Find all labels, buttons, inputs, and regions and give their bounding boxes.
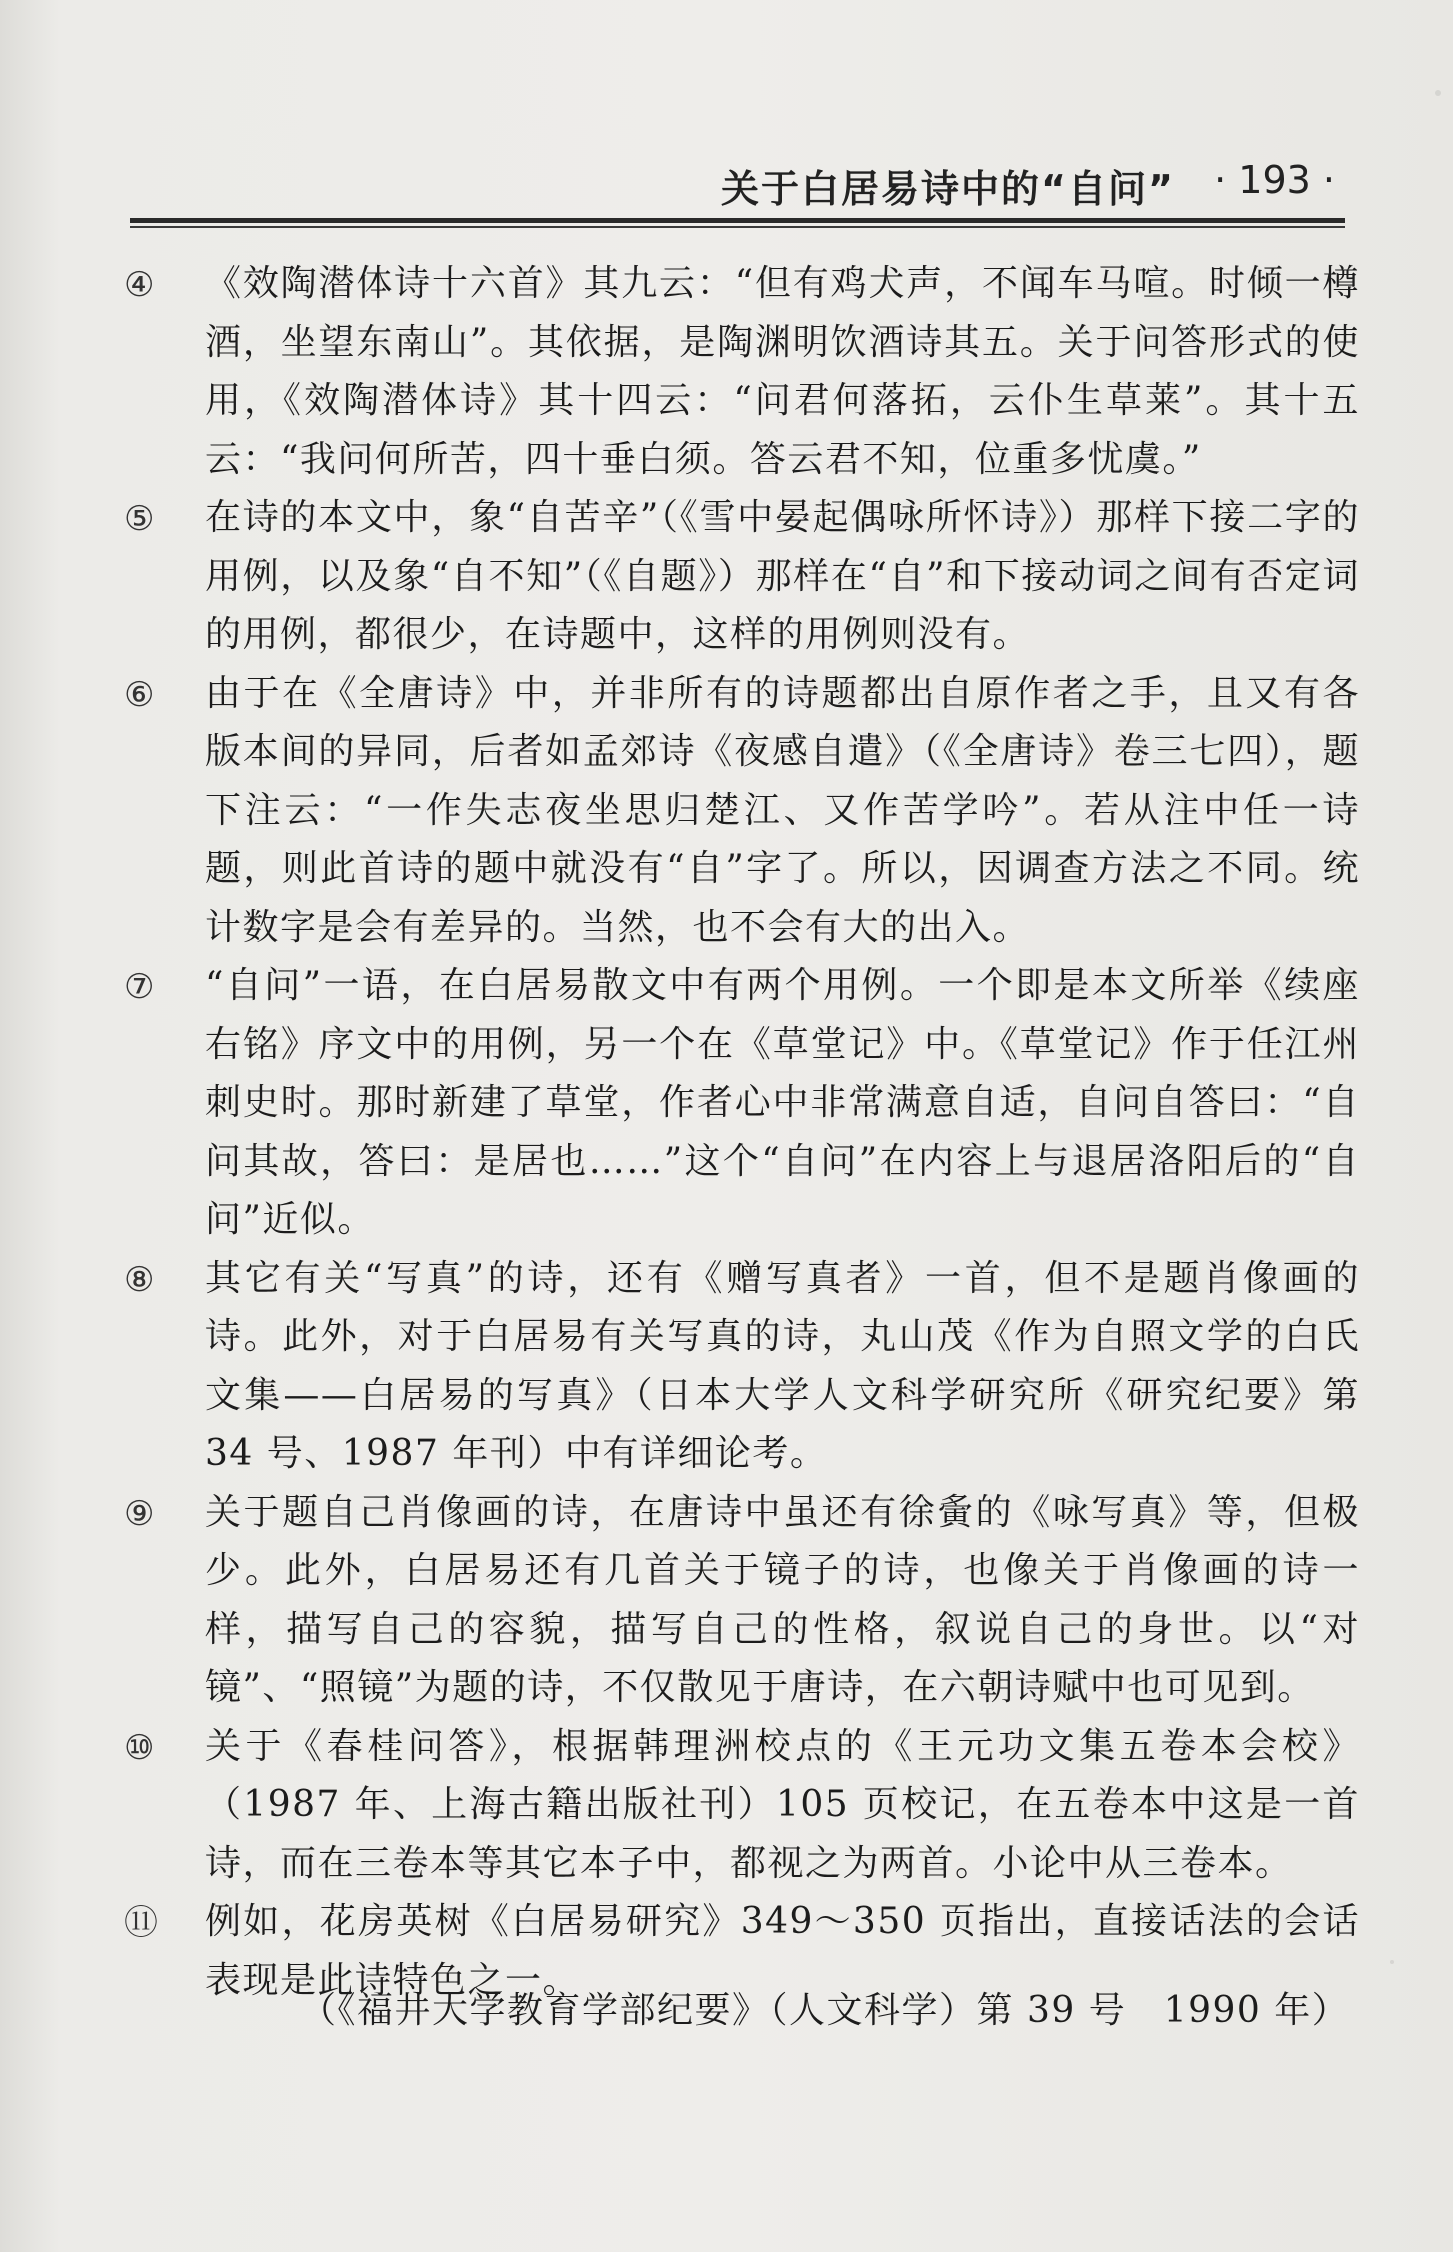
footnote-marker: ⑤	[124, 499, 155, 539]
footnote-4	[120, 255, 1360, 489]
footnote-text: 关于《春桂问答》，根据韩理洲校点的《王元功文集五卷本会校》（1987 年、上海古籍出版社刊）105 页校记，在五卷本中这是一首诗，而在三卷本等其它本子中，都视之为两首。小论中从三卷本。	[205, 1725, 1360, 1884]
source-citation: （《福井大学教育学部纪要》（人文科学）第 39 号 1990 年）	[300, 1990, 1350, 2031]
header-rule-thin	[130, 226, 1345, 228]
footnote-marker: ⑩	[124, 1727, 155, 1768]
running-head	[130, 150, 1345, 220]
footnotes	[120, 255, 1360, 2010]
footnote-text: 例如，花房英树《白居易研究》349～350 页指出，直接话法的会话表现是此诗特色之一。	[205, 1901, 1360, 2001]
footnote-7	[120, 957, 1360, 1250]
page-number: · 193 ·	[1214, 158, 1335, 202]
paper-speck	[1435, 90, 1441, 96]
running-head-title: 关于白居易诗中的“自问”	[721, 167, 1175, 211]
footnote-text: 在诗的本文中，象“自苦辛”（《雪中晏起偶咏所怀诗》）那样下接二字的用例，以及象“自不知”（《自题》）那样在“自”和下接动词之间有否定词的用例，都很少，在诗题中，这样的用例则没有。	[205, 497, 1360, 655]
footnote-marker: ⑨	[124, 1493, 155, 1534]
paper-speck	[1390, 1960, 1394, 1964]
footnote-text: 关于题自己肖像画的诗，在唐诗中虽还有徐夤的《咏写真》等，但极少。此外，白居易还有几首关于镜子的诗，也像关于肖像画的诗一样，描写自己的容貌，描写自己的性格，叙说自己的身世。以“对镜”、“照镜”为题的诗，不仅散见于唐诗，在六朝诗赋中也可见到。	[205, 1491, 1360, 1708]
footnote-marker: ⑪	[124, 1903, 158, 1943]
footnote-marker: ⑧	[124, 1259, 155, 1300]
footnote-9	[120, 1484, 1360, 1718]
footnote-text: 《效陶潜体诗十六首》其九云：“但有鸡犬声，不闻车马喧。时倾一樽酒，坐望东南山”。其依据，是陶渊明饮酒诗其五。关于问答形式的使用，《效陶潜体诗》其十四云：“问君何落拓，云仆生草莱”。其十五云：“我问何所苦，四十垂白须。答云君不知，位重多忧虞。”	[205, 263, 1360, 480]
footnote-text: 其它有关“写真”的诗，还有《赠写真者》一首，但不是题肖像画的诗。此外，对于白居易有关写真的诗，丸山茂《作为自照文学的白氏文集——白居易的写真》（日本大学人文科学研究所《研究纪要》第 34 号、1987 年刊）中有详细论考。	[205, 1257, 1360, 1474]
footnote-marker: ④	[124, 265, 155, 305]
footnote-6	[120, 665, 1360, 958]
footnote-text: “自问”一语，在白居易散文中有两个用例。一个即是本文所举《续座右铭》序文中的用例，另一个在《草堂记》中。《草堂记》作于任江州刺史时。那时新建了草堂，作者心中非常满意自适，自问自答曰：“自问其故，答曰：是居也……”这个“自问”在内容上与退居洛阳后的“自问”近似。	[205, 965, 1360, 1240]
footnote-text: 由于在《全唐诗》中，并非所有的诗题都出自原作者之手，且又有各版本间的异同，后者如孟郊诗《夜感自遣》（《全唐诗》卷三七四），题下注云：“一作失志夜坐思归楚江、又作苦学吟”。若从注中任一诗题，则此首诗的题中就没有“自”字了。所以，因调查方法之不同。统计数字是会有差异的。当然，也不会有大的出入。	[205, 672, 1360, 948]
footnote-5	[120, 489, 1360, 665]
header-rule-thick	[130, 218, 1345, 223]
footnote-8	[120, 1250, 1360, 1484]
footnote-10	[120, 1718, 1360, 1894]
footnote-marker: ⑦	[124, 967, 155, 1007]
footnote-marker: ⑥	[124, 674, 155, 715]
